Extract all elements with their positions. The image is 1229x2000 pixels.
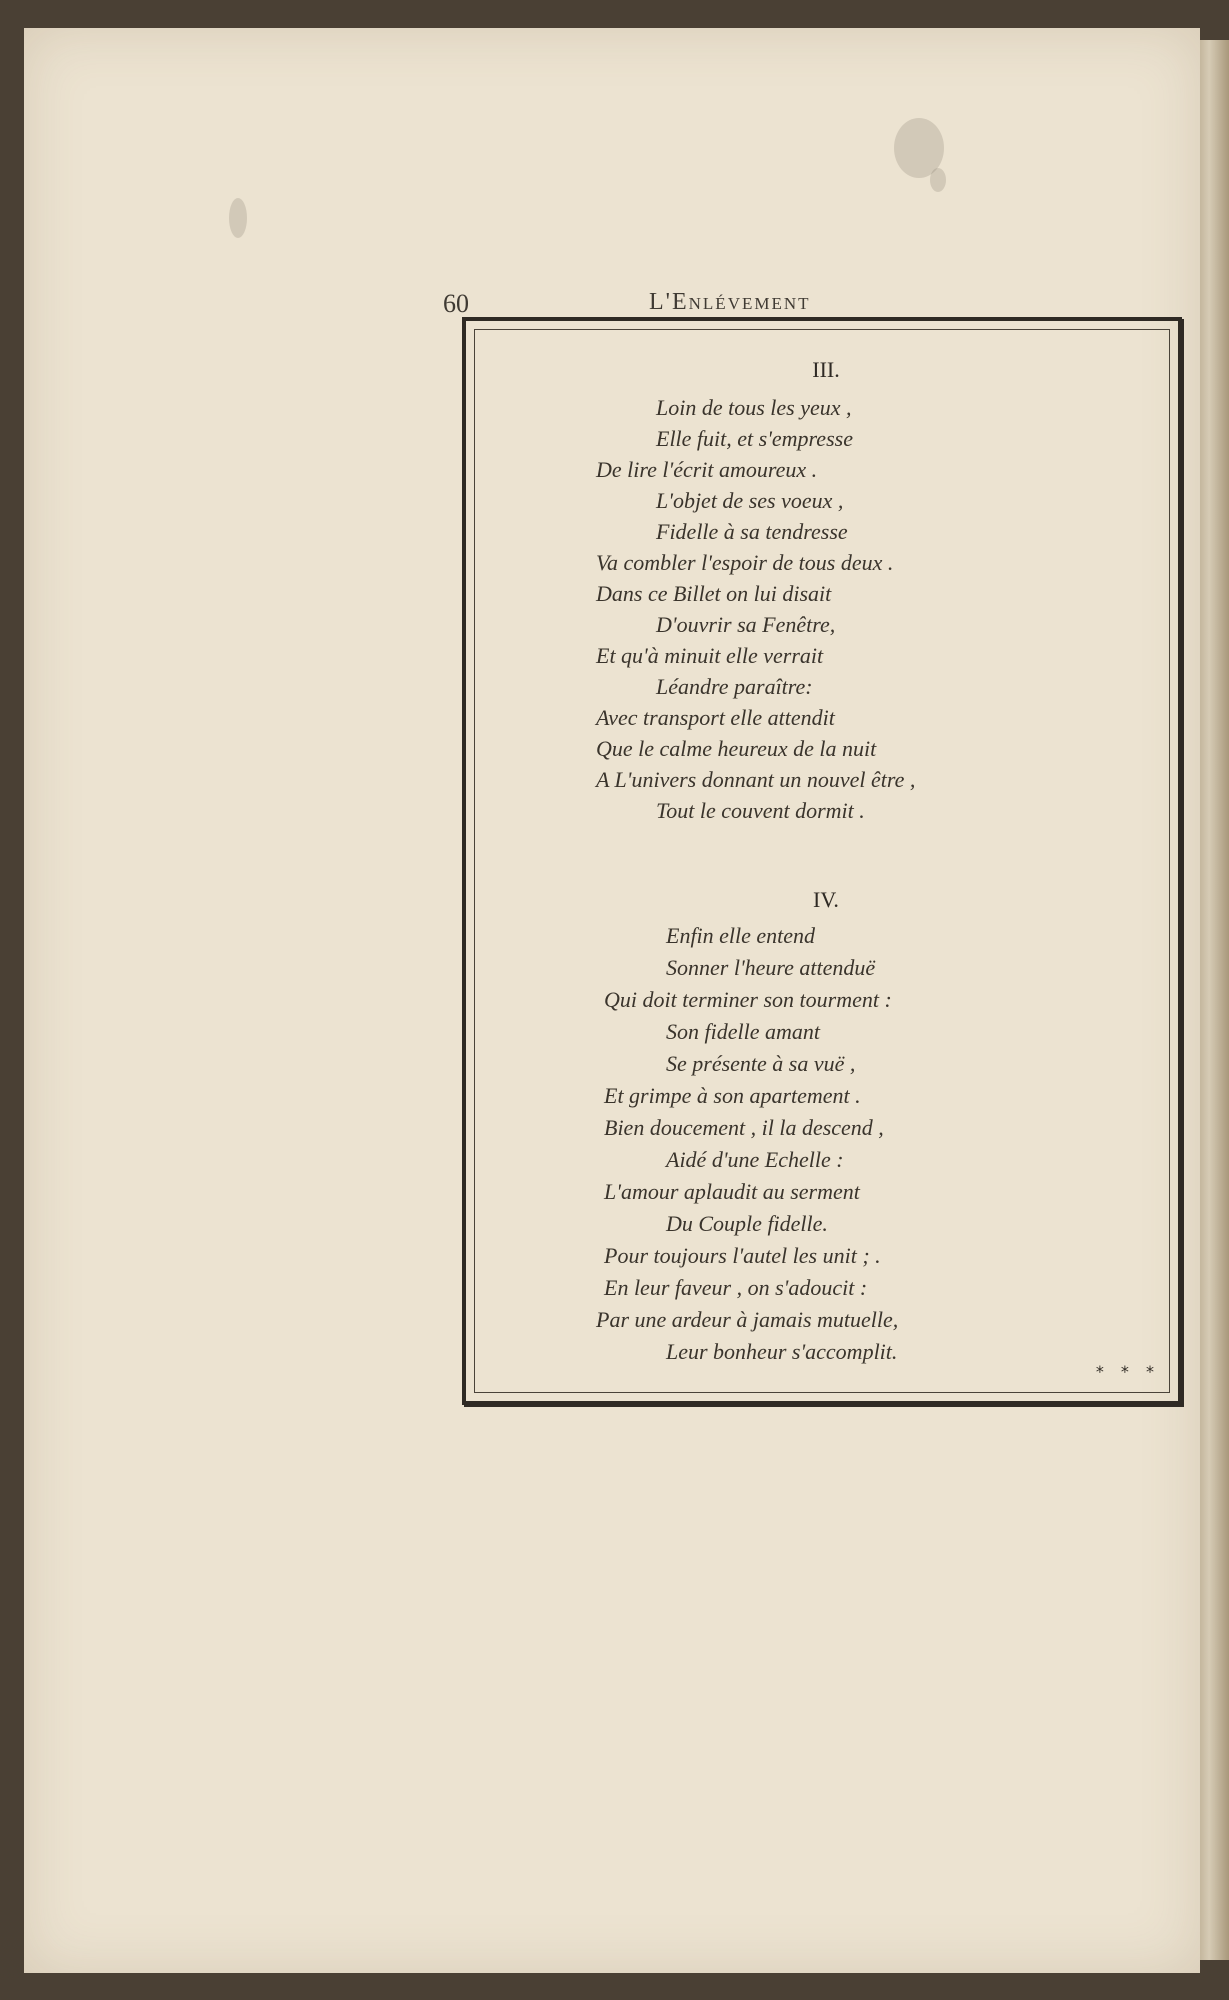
book-edge [1196,40,1229,1960]
verse-line: L'objet de ses voeux , [656,488,844,513]
verse-line: D'ouvrir sa Fenêtre, [656,612,836,637]
verse-line: Léandre paraître: [656,674,813,699]
verse-line: Qui doit terminer son tourment : [604,987,892,1012]
verse-line: Et grimpe à son apartement . [604,1083,861,1108]
verse-line: Du Couple fidelle. [666,1211,828,1236]
verse-line: Va combler l'espoir de tous deux . [596,550,894,575]
verse-line: Enfin elle entend [666,923,816,948]
verse-line: Elle fuit, et s'empresse [656,426,853,451]
stanza-number: III. [812,357,840,382]
verse-line: Son fidelle amant [666,1019,820,1044]
verse-line: Que le calme heureux de la nuit [596,736,877,761]
verse-line: Dans ce Billet on lui disait [596,581,832,606]
verse-line: A L'univers donnant un nouvel être , [596,767,916,792]
verse-line: Tout le couvent dormit . [656,798,865,823]
paper-stain [930,168,946,192]
verse-line: Fidelle à sa tendresse [656,519,848,544]
verse-line: De lire l'écrit amoureux . [596,457,818,482]
verse-line: Avec transport elle attendit [596,705,835,730]
asterism-ornament: * * * [1095,1362,1160,1381]
poem-frame [462,317,1182,1405]
page-number: 60 [443,289,469,318]
verse-line: En leur faveur , on s'adoucit : [604,1275,868,1300]
paper-stain [229,198,247,238]
running-title: L'Enlévement [649,289,811,315]
verse-line: Et qu'à minuit elle verrait [596,643,824,668]
verse-line: Leur bonheur s'accomplit. [666,1339,898,1364]
verse-line: Pour toujours l'autel les unit ; . [604,1243,881,1268]
verse-line: Sonner l'heure attenduë [666,955,876,980]
verse-line: Bien doucement , il la descend , [604,1115,884,1140]
stanza-number: IV. [813,887,839,912]
verse-line: Loin de tous les yeux , [656,395,852,420]
verse-line: Se présente à sa vuë , [666,1051,856,1076]
verse-line: Par une ardeur à jamais mutuelle, [596,1307,899,1332]
verse-line: L'amour aplaudit au serment [604,1179,860,1204]
verse-line: Aidé d'une Echelle : [666,1147,844,1172]
